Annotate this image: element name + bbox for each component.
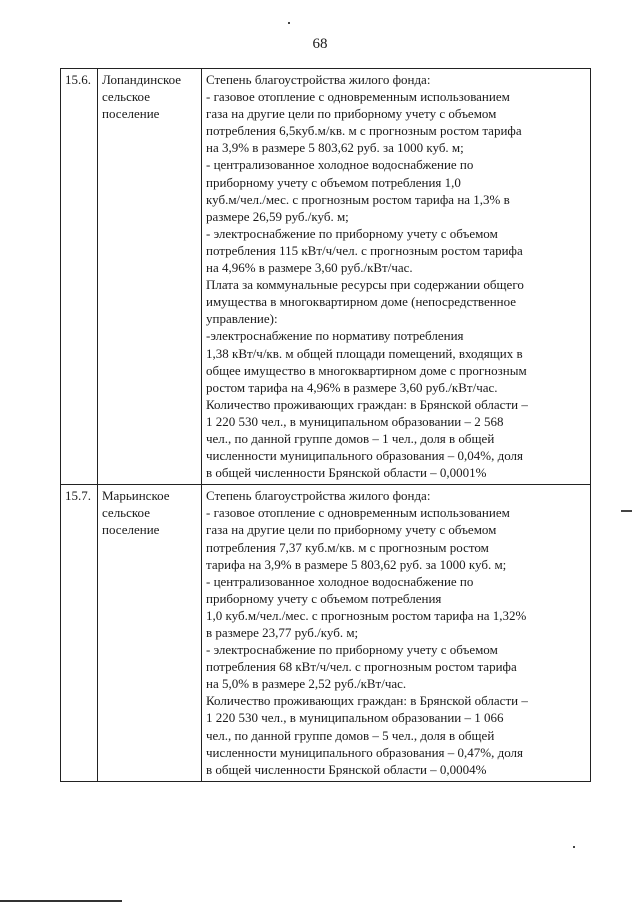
description-line: управление):: [206, 311, 278, 327]
tariff-description: [202, 485, 591, 782]
description-line: 1,38 кВт/ч/кв. м общей площади помещений, входящих в: [206, 345, 523, 361]
description-line: 1 220 530 чел., в муниципальном образовании – 2 568: [206, 413, 504, 429]
description-line: в общей численности Брянской области – 0,0004%: [206, 761, 487, 777]
settlement-name: [98, 485, 202, 782]
description-line: приборному учету с объемом потребления 1,0: [206, 174, 461, 190]
description-line: - газовое отопление с одновременным использованием: [206, 505, 510, 521]
description-line: численности муниципального образования – 0,47%, доля: [206, 744, 524, 760]
description-line: тарифа на 3,9% в размере 5 803,62 руб. за 1000 куб. м;: [206, 556, 507, 572]
scan-speck: [288, 22, 290, 24]
description-line: приборному учету с объемом потребления: [206, 590, 442, 606]
description-line: общее имущество в многоквартирном доме с прогнозным: [206, 362, 527, 378]
table-row: [61, 69, 591, 485]
description-line: потребления 6,5куб.м/кв. м с прогнозным ростом тарифа: [206, 123, 522, 139]
description-line: Количество проживающих граждан: в Брянской области –: [206, 396, 528, 412]
description-line: в размере 23,77 руб./куб. м;: [206, 625, 359, 640]
scan-edge-mark: [621, 510, 632, 512]
description-line: на 4,96% в размере 3,60 руб./кВт/час.: [206, 260, 413, 276]
settlement-name-line: поселение: [102, 522, 160, 538]
description-line: газа на другие цели по приборному учету с объемом: [206, 106, 497, 122]
row-number: 15.7.: [61, 485, 98, 782]
description-line: 1,0 куб.м/чел./мес. с прогнозным ростом тарифа на 1,32%: [206, 607, 527, 623]
settlement-name: [98, 69, 202, 485]
description-line: Степень благоустройства жилого фонда:: [206, 488, 431, 504]
description-line: чел., по данной группе домов – 1 чел., доля в общей: [206, 430, 495, 446]
tariff-table: [60, 68, 591, 782]
description-line: на 3,9% в размере 5 803,62 руб. за 1000 куб. м;: [206, 140, 464, 156]
description-line: куб.м/чел./мес. с прогнозным ростом тарифа на 1,3% в: [206, 191, 510, 207]
description-line: численности муниципального образования – 0,04%, доля: [206, 448, 524, 464]
footer-rule: [0, 900, 122, 902]
description-line: Степень благоустройства жилого фонда:: [206, 72, 431, 87]
description-line: ростом тарифа на 4,96% в размере 3,60 руб./кВт/час.: [206, 379, 498, 395]
description-line: Количество проживающих граждан: в Брянской области –: [206, 693, 528, 709]
description-line: 1 220 530 чел., в муниципальном образовании – 1 066: [206, 710, 504, 726]
description-line: - централизованное холодное водоснабжение по: [206, 573, 474, 589]
tariff-description: [202, 69, 591, 485]
description-line: - электроснабжение по приборному учету с объемом: [206, 642, 498, 658]
description-line: Плата за коммунальные ресурсы при содержании общего: [206, 277, 524, 293]
settlement-name-line: сельское: [102, 89, 150, 105]
row-number: 15.6.: [61, 69, 98, 485]
description-line: -электроснабжение по нормативу потребления: [206, 328, 464, 344]
settlement-name-line: Лопандинское: [102, 72, 182, 87]
settlement-name-line: Марьинское: [102, 488, 170, 504]
page-number: 68: [312, 36, 328, 52]
settlement-name-line: сельское: [102, 505, 150, 521]
description-line: потребления 115 кВт/ч/чел. с прогнозным ростом тарифа: [206, 242, 523, 258]
description-line: - электроснабжение по приборному учету с объемом: [206, 225, 498, 241]
settlement-name-line: поселение: [102, 106, 160, 122]
table-body: [61, 69, 591, 782]
description-line: размере 26,59 руб./куб. м;: [206, 208, 349, 224]
table-row: [61, 485, 591, 782]
description-line: потребления 7,37 куб.м/кв. м с прогнозным ростом: [206, 539, 489, 555]
description-line: - газовое отопление с одновременным использованием: [206, 89, 510, 105]
description-line: чел., по данной группе домов – 5 чел., доля в общей: [206, 727, 495, 743]
description-line: газа на другие цели по приборному учету с объемом: [206, 522, 497, 538]
description-line: на 5,0% в размере 2,52 руб./кВт/час.: [206, 676, 407, 692]
description-line: имущества в многоквартирном доме (непосредственное: [206, 294, 517, 310]
description-line: - централизованное холодное водоснабжение по: [206, 157, 474, 173]
description-line: в общей численности Брянской области – 0,0001%: [206, 465, 487, 481]
description-line: потребления 68 кВт/ч/чел. с прогнозным ростом тарифа: [206, 659, 517, 675]
scan-speck: [573, 846, 575, 848]
